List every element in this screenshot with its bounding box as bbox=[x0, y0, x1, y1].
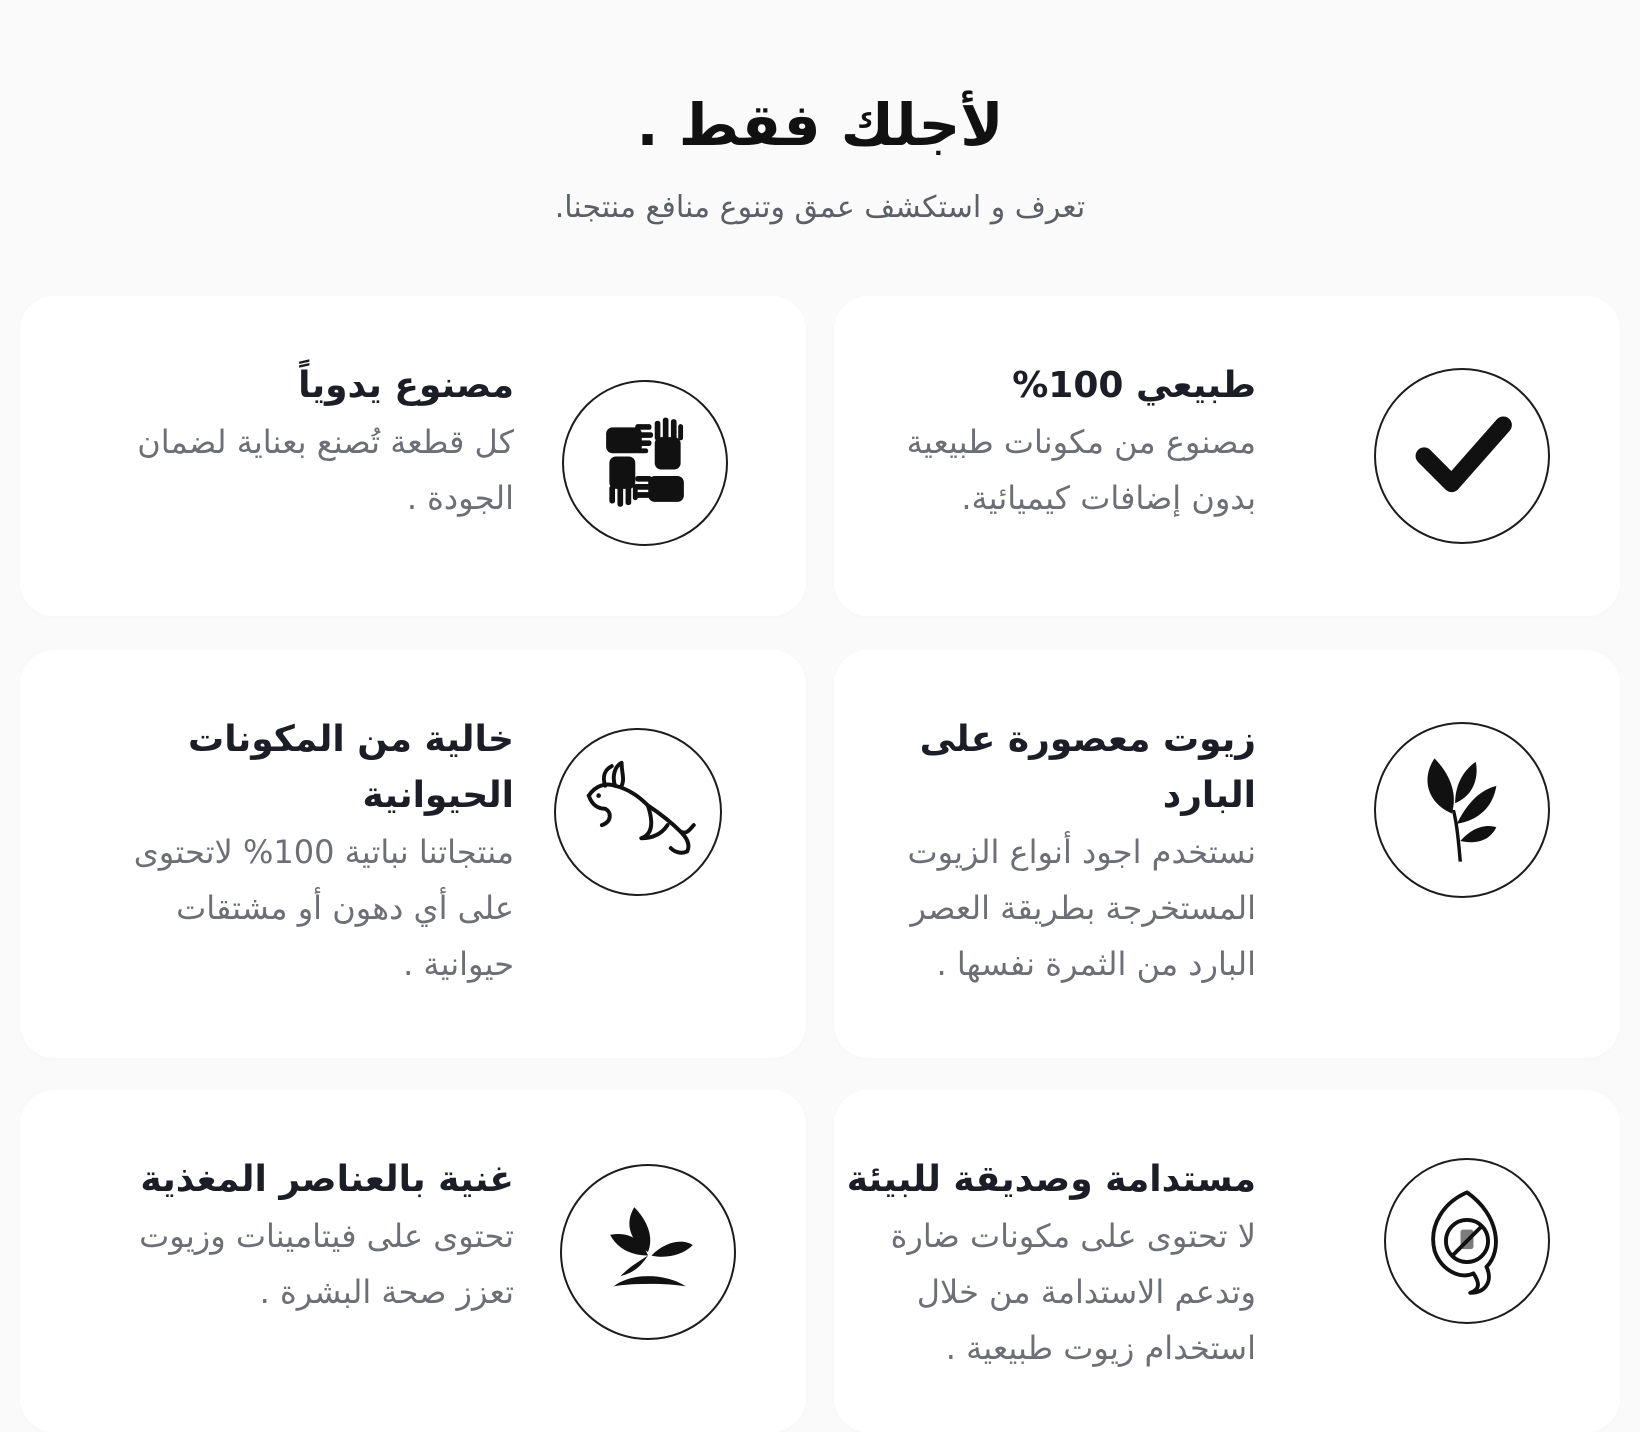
hands-icon bbox=[562, 380, 728, 546]
feature-description: تحتوى على فيتامينات وزيوت تعزز صحة البشرة . bbox=[139, 1217, 514, 1311]
sprout-icon bbox=[560, 1164, 736, 1340]
feature-description: نستخدم اجود أنواع الزيوت المستخرجة بطريقة العصر البارد من الثمرة نفسها . bbox=[907, 833, 1256, 983]
checkmark-icon bbox=[1374, 368, 1550, 544]
feature-card-nutrient-rich bbox=[20, 1090, 806, 1432]
feature-text bbox=[94, 1152, 514, 1320]
feature-text bbox=[846, 358, 1256, 526]
plant-leaves-icon bbox=[1374, 722, 1550, 898]
feature-title: غنية بالعناصر المغذية bbox=[140, 1159, 514, 1200]
feature-title: مصنوع يدوياً bbox=[298, 365, 514, 406]
page-subtitle: تعرف و استكشف عمق وتنوع منافع منتجنا. bbox=[554, 190, 1086, 225]
feature-card-handmade bbox=[20, 296, 806, 616]
feature-text bbox=[846, 1152, 1256, 1376]
feature-title: زيوت معصورة على البارد bbox=[919, 719, 1256, 816]
feature-description: منتجاتنا نباتية 100% لاتحتوى على أي دهون أو مشتقات حيوانية . bbox=[133, 833, 514, 983]
feature-text bbox=[846, 712, 1256, 992]
feature-text bbox=[94, 712, 514, 992]
feature-title: خالية من المكونات الحيوانية bbox=[188, 719, 514, 816]
feature-card-natural bbox=[834, 296, 1620, 616]
page-title: لأجلك فقط . bbox=[636, 91, 1004, 159]
feature-description: لا تحتوى على مكونات ضارة وتدعم الاستدامة من خلال استخدام زيوت طبيعية . bbox=[890, 1217, 1256, 1367]
feature-title: مستدامة وصديقة للبيئة bbox=[846, 1159, 1256, 1200]
eco-leaf-no-plastic-icon bbox=[1384, 1158, 1550, 1324]
feature-card-sustainable bbox=[834, 1090, 1620, 1432]
feature-text bbox=[94, 358, 514, 526]
leaping-rabbit-icon bbox=[554, 728, 722, 896]
feature-description: مصنوع من مكونات طبيعية بدون إضافات كيميائية. bbox=[906, 423, 1256, 517]
feature-title: طبيعي 100% bbox=[1012, 365, 1256, 406]
feature-card-cold-pressed bbox=[834, 650, 1620, 1058]
feature-description: كل قطعة تُصنع بعناية لضمان الجودة . bbox=[137, 423, 514, 517]
feature-card-vegan bbox=[20, 650, 806, 1058]
